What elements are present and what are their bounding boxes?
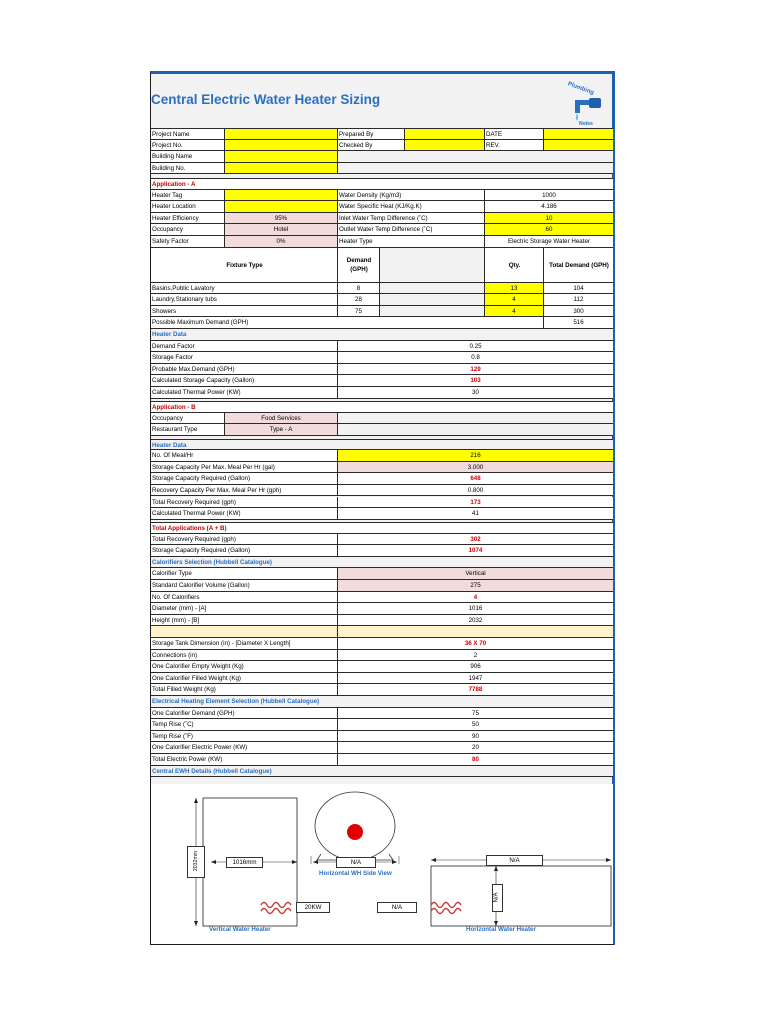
project-name-input[interactable] [224,129,337,139]
heater-data-row [151,387,613,399]
row-label: Water Specific Heat (KJ/Kg.K) [337,201,484,212]
row-value: 4 [337,592,613,603]
logo-text-top: Plumbing [566,81,595,97]
occupancy-select[interactable]: Hotel [224,224,337,235]
blank-cell [337,163,613,174]
row-value: 41 [337,508,613,519]
row-label: Storage Capacity Per Max. Meal Per Hr (gal) [152,463,275,471]
row-value: 36 X 70 [337,638,613,649]
app-a-row [151,201,613,213]
ewh-diagram [151,784,613,944]
meals-per-hour-input[interactable]: 216 [337,450,613,461]
calorifier-row [151,684,613,696]
building-name-input[interactable] [224,151,337,162]
row-label: Calculated Thermal Power (KW) [152,389,241,396]
app-a-row [151,224,613,236]
heater-data-row [151,473,613,485]
fixture-header-row [151,248,613,283]
heating-row [151,708,613,720]
row-label: DATE [484,129,543,139]
heater-data-row [151,364,613,376]
side-view-caption: Horizontal WH Side View [319,870,392,877]
row-label: Safety Factor [152,238,189,245]
row-value: 1016 [337,603,613,614]
blank-cell [379,294,484,305]
horizontal-caption: Horizontal Water Heater [466,926,536,933]
row-label: Building Name [152,153,193,161]
fixture-row [151,283,613,295]
calorifier-row [151,568,613,580]
heater-location-input[interactable] [224,201,337,212]
calorifier-row [151,626,613,638]
row-value [337,626,613,637]
fixture-name: Showers [152,307,177,315]
row-label: Heater Efficiency [152,214,199,222]
row-label: Storage Capacity Required (Gallon) [152,547,251,555]
calorifier-row [151,580,613,592]
fixture-name: Basins,Public Lavatory [152,284,215,292]
row-label: Occupancy [152,226,183,234]
row-label: Heater Location [152,203,196,211]
row-label: REV. [484,140,543,151]
heater-data-row [151,352,613,364]
fixture-type-header: Fixture Type [226,261,263,269]
length-label: N/A [486,855,543,866]
heating-coil-icon-right [431,903,461,914]
project-no-input[interactable] [224,140,337,151]
row-value: 302 [337,534,613,545]
row-value: 80 [337,754,613,765]
app-b-row [151,413,613,425]
heater-data-row [151,508,613,520]
section-header-app-a: Application - A [151,178,613,190]
occupancy-b-select[interactable]: Food Services [224,413,337,424]
demand-header: Demand (GPH) [337,248,379,282]
fixture-total: 112 [543,294,613,305]
fixture-demand: 28 [337,294,379,305]
row-label: Recovery Capacity Per Max. Meal Per Hr (gph) [152,486,282,494]
row-value: 2032 [337,615,613,626]
row-label: Storage Factor [152,354,193,362]
side-view-dim-label: N/A [336,857,376,868]
app-b-row [151,424,613,436]
row-value: 648 [337,473,613,484]
coil-dim-label: N/A [377,902,417,913]
row-label: Outlet Water Temp Difference (˚C) [337,224,484,235]
row-label: Storage Tank Dimension (in) - [Diameter X Length] [152,640,291,647]
row-label: Total Filled Weight (Kg) [152,686,216,694]
power-label: 20KW [296,902,330,913]
row-label: Possible Maximum Demand (GPH) [152,319,249,327]
row-label: Calculated Thermal Power (KW) [152,510,241,518]
row-value: 103 [337,375,613,386]
row-label: One Calorifier Demand (GPH) [152,709,235,717]
row-label: One Calorifier Electric Power (KW) [152,744,248,752]
row-label: Demand Factor [152,342,195,350]
row-label: Connections (in) [152,651,198,659]
total-row [151,545,613,557]
row-value: 2 [337,650,613,661]
width-label: 1016mm [226,857,263,868]
app-a-row [151,236,613,248]
fixture-demand: 75 [337,306,379,317]
blank-cell [379,283,484,294]
fixture-demand: 8 [337,283,379,294]
project-row [151,151,613,163]
row-value: 20 [337,742,613,753]
row-value: 90 [337,731,613,742]
fixture-total: 104 [543,283,613,294]
logo-text-bottom: Notes [579,121,593,127]
row-value: 173 [337,497,613,508]
row-label: Project Name [152,131,190,138]
sizing-sheet [150,71,615,945]
row-value: 906 [337,661,613,672]
fixture-row [151,306,613,318]
faucet-logo-icon [565,80,609,128]
qty-header: Qty. [484,248,543,282]
vertical-caption: Vertical Water Heater [209,926,271,933]
side-view-outlet-icon [347,824,363,840]
heater-type-value: Electric Storage Water Heater [484,236,613,247]
heating-row [151,719,613,731]
total-row [151,534,613,546]
calorifier-row [151,673,613,685]
heater-efficiency-select[interactable]: 95% [224,213,337,224]
heating-row [151,731,613,743]
row-label: One Calorifier Filled Weight (Kg) [152,674,241,682]
blank-cell [379,306,484,317]
row-label: Heater Tag [152,191,183,199]
inlet-temp-input[interactable]: 10 [484,213,613,224]
row-label: Storage Capacity Required (Gallon) [152,475,251,483]
row-label: Restaurant Type [152,426,198,434]
blank-cell [379,248,484,282]
calorifier-row [151,638,613,650]
section-header-app-b: Application - B [151,401,613,413]
row-label: Diameter (mm) - [A] [152,605,207,613]
row-label: Inlet Water Temp Difference (˚C) [337,213,484,224]
restaurant-type-select[interactable]: Type - A [224,424,337,435]
section-header-total: Total Applications (A + B) [151,522,613,534]
specific-heat-value: 4.186 [484,201,613,212]
building-no-input[interactable] [224,163,337,174]
row-label: No. Of Calorifiers [152,593,200,601]
project-row [151,163,613,175]
row-value: 0.800 [337,485,613,496]
project-row [151,140,613,152]
row-value: 7788 [337,684,613,695]
page-title: Central Electric Water Heater Sizing [151,92,381,107]
horizontal-tank-outline [431,866,611,926]
fixture-qty-input[interactable]: 13 [484,283,543,294]
row-label: Checked By [337,140,404,151]
row-label: Building No. [152,164,186,172]
total-demand-header: Total Demand (GPH) [543,248,613,282]
calorifier-row [151,603,613,615]
calorifier-row [151,592,613,604]
calorifier-row [151,661,613,673]
rev-input[interactable] [543,140,613,151]
row-value: 129 [337,364,613,375]
fixture-row [151,294,613,306]
row-label: Heater Type [337,236,484,247]
row-label [151,626,337,637]
section-header-heater-data-a: Heater Data [151,329,613,341]
blank-cell [337,151,613,162]
row-label: Calorifier Type [152,570,192,578]
row-label: Project No. [152,141,183,149]
blank-cell [337,413,613,424]
height-label: 2032mm [193,850,199,872]
section-header-heating: Electrical Heating Element Selection (Hubbell Catalogue) [151,696,613,708]
diagram-svg [151,784,613,944]
section-header-heater-data-b: Heater Data [151,439,613,451]
heater-data-row [151,450,613,462]
outlet-temp-input[interactable]: 60 [484,224,613,235]
row-label: Probable Max.Demand (GPH) [152,365,235,373]
row-label: Total Electric Power (KW) [152,756,223,763]
arrow-left-icon [211,860,216,864]
prepared-by-input[interactable] [404,129,484,139]
heating-row [151,754,613,766]
row-label: Total Recovery Required (gph) [152,498,236,506]
row-label: One Calorifier Empty Weight (Kg) [152,663,244,671]
row-value: 0.25 [337,341,613,352]
row-label: Water Density (Kg/m3) [337,190,484,201]
calorifier-row [151,615,613,627]
calorifier-volume-select[interactable]: 275 [337,580,613,591]
row-value: 50 [337,719,613,730]
row-value: 0.8 [337,352,613,363]
calorifier-row [151,650,613,662]
heating-coil-icon-left [261,903,291,914]
row-label: Occupancy [152,414,183,422]
safety-factor-select[interactable]: 0% [224,236,337,247]
fixture-qty-input[interactable]: 4 [484,294,543,305]
app-a-row [151,190,613,202]
heater-data-row [151,497,613,509]
arrow-up-icon [194,798,198,803]
heater-tag-input[interactable] [224,190,337,201]
row-value: 1074 [337,545,613,556]
possible-max-value: 516 [543,317,613,328]
fixture-total: 300 [543,306,613,317]
date-input[interactable] [543,129,613,139]
heater-data-row [151,485,613,497]
row-value: 75 [337,708,613,719]
row-label: Temp Rise (˚C) [152,721,194,729]
app-a-row [151,213,613,225]
heater-data-row [151,341,613,353]
arrow-right-icon [292,860,297,864]
water-density-value: 1000 [484,190,613,201]
heater-data-row [151,375,613,387]
row-label: Total Recovery Required (gph) [152,535,236,543]
row-label: Height (mm) - [B] [152,616,200,624]
project-row [151,128,613,140]
row-label: Standard Calorifier Volume (Gallon) [152,582,250,589]
arrow-down-icon [194,921,198,926]
row-label: Temp Rise (˚F) [152,732,193,740]
checked-by-input[interactable] [404,140,484,151]
section-header-details: Central EWH Details (Hubbell Catalogue) [151,766,613,778]
row-label: No. Of Meal/Hr [152,452,194,460]
row-label: Calculated Storage Capacity (Gallon) [152,377,255,385]
possible-max-row [151,317,613,329]
row-value: 30 [337,387,613,398]
heating-row [151,742,613,754]
blank-cell [337,424,613,435]
heater-data-row [151,462,613,474]
row-label: Prepared By [337,129,404,139]
calorifier-type-select[interactable]: Vertical [337,568,613,579]
row-value: 1947 [337,673,613,684]
row-value: 3.000 [337,462,613,473]
section-header-calorifier: Calorifiers Selection (Hubbell Catalogue) [151,557,613,569]
fixture-name: Laundry,Stationary tubs [152,296,217,304]
fixture-qty-input[interactable]: 4 [484,306,543,317]
diameter-label: N/A [493,892,500,903]
